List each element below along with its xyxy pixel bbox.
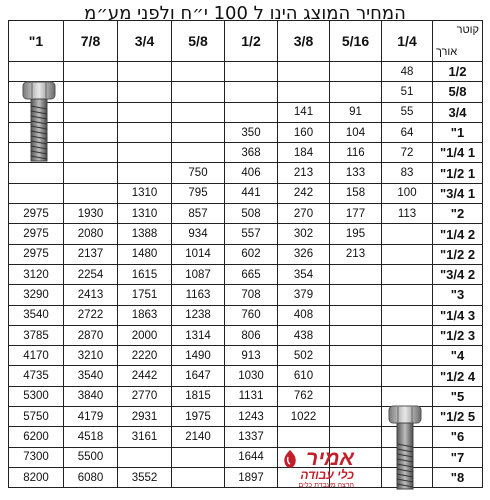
length-cell: 5/8 bbox=[433, 82, 483, 102]
price-cell: 1480 bbox=[118, 244, 172, 264]
price-cell: 1243 bbox=[225, 407, 278, 427]
price-cell bbox=[64, 163, 118, 183]
length-cell: 2 1/4" bbox=[433, 224, 483, 244]
length-cell: 1 1/4" bbox=[433, 143, 483, 163]
price-cell: 5500 bbox=[64, 447, 118, 467]
price-cell: 2220 bbox=[118, 346, 172, 366]
table-row bbox=[9, 163, 483, 183]
price-cell: 2442 bbox=[118, 366, 172, 386]
price-cell bbox=[172, 467, 225, 487]
price-cell: 4179 bbox=[64, 407, 118, 427]
table-row bbox=[9, 305, 483, 325]
price-cell: 354 bbox=[278, 264, 330, 284]
length-cell: 4 1/2" bbox=[433, 366, 483, 386]
price-cell bbox=[330, 407, 382, 427]
diameter-header: 7/8 bbox=[64, 21, 118, 62]
price-cell bbox=[118, 62, 172, 82]
price-cell bbox=[118, 143, 172, 163]
price-cell: 2413 bbox=[64, 285, 118, 305]
price-cell bbox=[382, 305, 433, 325]
price-cell bbox=[382, 285, 433, 305]
table-row bbox=[9, 204, 483, 224]
price-cell: 8200 bbox=[9, 467, 64, 487]
price-cell: 502 bbox=[278, 346, 330, 366]
price-cell bbox=[330, 427, 382, 447]
price-cell: 113 bbox=[382, 204, 433, 224]
diameter-header: 1" bbox=[9, 21, 64, 62]
price-cell: 64 bbox=[382, 122, 433, 142]
price-cell: 4170 bbox=[9, 346, 64, 366]
price-cell: 302 bbox=[278, 224, 330, 244]
price-cell: 158 bbox=[330, 183, 382, 203]
price-cell bbox=[9, 62, 64, 82]
price-cell: 141 bbox=[278, 102, 330, 122]
price-cell: 2137 bbox=[64, 244, 118, 264]
price-cell: 1131 bbox=[225, 386, 278, 406]
price-cell: 195 bbox=[330, 224, 382, 244]
price-cell: 213 bbox=[278, 163, 330, 183]
price-cell: 184 bbox=[278, 143, 330, 163]
price-cell bbox=[172, 62, 225, 82]
corner-cell bbox=[433, 21, 483, 62]
price-cell bbox=[330, 264, 382, 284]
price-cell bbox=[382, 244, 433, 264]
price-cell: 177 bbox=[330, 204, 382, 224]
price-cell: 2870 bbox=[64, 325, 118, 345]
price-cell: 91 bbox=[330, 102, 382, 122]
price-cell: 3161 bbox=[118, 427, 172, 447]
price-cell bbox=[64, 102, 118, 122]
length-cell: 5 1/2" bbox=[433, 407, 483, 427]
price-cell: 5300 bbox=[9, 386, 64, 406]
price-cell bbox=[118, 163, 172, 183]
price-cell: 1930 bbox=[64, 204, 118, 224]
price-cell: 1388 bbox=[118, 224, 172, 244]
length-cell: 8" bbox=[433, 467, 483, 487]
logo-strap-text: הרצה מעבדת כלים bbox=[298, 482, 354, 489]
price-cell: 100 bbox=[382, 183, 433, 203]
price-cell: 104 bbox=[330, 122, 382, 142]
price-cell: 1238 bbox=[172, 305, 225, 325]
price-cell bbox=[382, 346, 433, 366]
length-cell: 2 3/4" bbox=[433, 264, 483, 284]
price-cell: 242 bbox=[278, 183, 330, 203]
price-cell: 610 bbox=[278, 366, 330, 386]
price-cell: 508 bbox=[225, 204, 278, 224]
company-logo bbox=[282, 447, 354, 493]
length-cell: 1 3/4" bbox=[433, 183, 483, 203]
price-cell: 2080 bbox=[64, 224, 118, 244]
price-cell bbox=[225, 102, 278, 122]
table-row bbox=[9, 285, 483, 305]
price-cell: 1163 bbox=[172, 285, 225, 305]
price-cell bbox=[64, 122, 118, 142]
price-cell: 1087 bbox=[172, 264, 225, 284]
length-cell: 2 1/2" bbox=[433, 244, 483, 264]
price-cell bbox=[330, 325, 382, 345]
price-cell: 4735 bbox=[9, 366, 64, 386]
price-cell: 3290 bbox=[9, 285, 64, 305]
price-cell bbox=[225, 82, 278, 102]
price-cell bbox=[118, 82, 172, 102]
price-cell: 48 bbox=[382, 62, 433, 82]
price-cell bbox=[64, 82, 118, 102]
price-cell: 379 bbox=[278, 285, 330, 305]
price-cell: 3552 bbox=[118, 467, 172, 487]
table-row bbox=[9, 143, 483, 163]
price-cell: 1310 bbox=[118, 204, 172, 224]
price-cell: 2931 bbox=[118, 407, 172, 427]
price-cell: 708 bbox=[225, 285, 278, 305]
price-cell: 6080 bbox=[64, 467, 118, 487]
price-cell: 72 bbox=[382, 143, 433, 163]
price-cell: 368 bbox=[225, 143, 278, 163]
length-cell: 2" bbox=[433, 204, 483, 224]
price-cell: 2770 bbox=[118, 386, 172, 406]
price-cell: 1863 bbox=[118, 305, 172, 325]
price-cell bbox=[330, 366, 382, 386]
price-cell bbox=[330, 62, 382, 82]
price-cell bbox=[225, 62, 278, 82]
price-cell bbox=[64, 143, 118, 163]
price-cell bbox=[118, 447, 172, 467]
price-cell: 1030 bbox=[225, 366, 278, 386]
logo-main-text: אמיר bbox=[305, 447, 354, 470]
price-cell: 1615 bbox=[118, 264, 172, 284]
table-row bbox=[9, 325, 483, 345]
length-cell: 3 1/2" bbox=[433, 325, 483, 345]
price-cell: 1490 bbox=[172, 346, 225, 366]
price-cell: 2975 bbox=[9, 224, 64, 244]
length-label: אורך bbox=[436, 46, 458, 58]
price-cell bbox=[9, 183, 64, 203]
bolt-icon-long bbox=[386, 404, 424, 492]
price-cell: 1815 bbox=[172, 386, 225, 406]
price-cell: 7300 bbox=[9, 447, 64, 467]
price-cell: 51 bbox=[382, 82, 433, 102]
price-cell: 83 bbox=[382, 163, 433, 183]
price-cell: 1751 bbox=[118, 285, 172, 305]
price-cell: 1022 bbox=[278, 407, 330, 427]
price-cell bbox=[172, 143, 225, 163]
price-cell: 760 bbox=[225, 305, 278, 325]
price-cell bbox=[172, 122, 225, 142]
price-cell: 557 bbox=[225, 224, 278, 244]
price-cell: 116 bbox=[330, 143, 382, 163]
diameter-header: 3/8 bbox=[278, 21, 330, 62]
price-cell bbox=[64, 183, 118, 203]
price-cell bbox=[278, 82, 330, 102]
price-cell: 3540 bbox=[9, 305, 64, 325]
price-cell bbox=[118, 102, 172, 122]
diameter-header: 5/16 bbox=[330, 21, 382, 62]
diameter-header: 1/2 bbox=[225, 21, 278, 62]
price-cell: 750 bbox=[172, 163, 225, 183]
price-cell: 2254 bbox=[64, 264, 118, 284]
price-cell: 3840 bbox=[64, 386, 118, 406]
price-cell bbox=[382, 224, 433, 244]
table-row bbox=[9, 244, 483, 264]
price-cell: 438 bbox=[278, 325, 330, 345]
price-cell bbox=[330, 346, 382, 366]
price-cell: 806 bbox=[225, 325, 278, 345]
price-cell bbox=[172, 447, 225, 467]
price-cell: 1975 bbox=[172, 407, 225, 427]
diameter-header: 5/8 bbox=[172, 21, 225, 62]
price-cell: 160 bbox=[278, 122, 330, 142]
diameter-header: 1/4 bbox=[382, 21, 433, 62]
price-cell: 213 bbox=[330, 244, 382, 264]
diameter-label: קוטר bbox=[456, 24, 479, 36]
price-cell: 795 bbox=[172, 183, 225, 203]
price-cell: 4518 bbox=[64, 427, 118, 447]
length-cell: 1" bbox=[433, 122, 483, 142]
price-cell: 3785 bbox=[9, 325, 64, 345]
logo-icon bbox=[282, 449, 298, 471]
bolt-icon-short bbox=[20, 80, 58, 164]
price-cell: 3540 bbox=[64, 366, 118, 386]
price-cell bbox=[172, 102, 225, 122]
length-cell: 3" bbox=[433, 285, 483, 305]
price-cell: 1314 bbox=[172, 325, 225, 345]
length-cell: 3/4 bbox=[433, 102, 483, 122]
price-cell: 2140 bbox=[172, 427, 225, 447]
price-cell: 665 bbox=[225, 264, 278, 284]
price-cell: 270 bbox=[278, 204, 330, 224]
price-cell: 350 bbox=[225, 122, 278, 142]
price-cell bbox=[330, 82, 382, 102]
price-cell: 133 bbox=[330, 163, 382, 183]
table-row bbox=[9, 102, 483, 122]
price-cell: 762 bbox=[278, 386, 330, 406]
table-row bbox=[9, 122, 483, 142]
price-cell: 2975 bbox=[9, 204, 64, 224]
table-row bbox=[9, 82, 483, 102]
page-title: המחיר המוצג הינו ל 100 י״ח ולפני מע״מ bbox=[84, 3, 406, 24]
diameter-header: 3/4 bbox=[118, 21, 172, 62]
table-row bbox=[9, 183, 483, 203]
length-cell: 1/2 bbox=[433, 62, 483, 82]
price-cell: 5750 bbox=[9, 407, 64, 427]
price-cell: 3210 bbox=[64, 346, 118, 366]
price-cell: 2000 bbox=[118, 325, 172, 345]
length-cell: 1 1/2" bbox=[433, 163, 483, 183]
logo-sub-text: כלי עבודה bbox=[300, 468, 354, 482]
price-cell: 1310 bbox=[118, 183, 172, 203]
price-cell bbox=[9, 163, 64, 183]
length-cell: 7" bbox=[433, 447, 483, 467]
price-cell: 857 bbox=[172, 204, 225, 224]
table-row bbox=[9, 264, 483, 284]
price-cell: 441 bbox=[225, 183, 278, 203]
price-cell bbox=[330, 386, 382, 406]
price-cell bbox=[330, 285, 382, 305]
length-cell: 3 1/4" bbox=[433, 305, 483, 325]
price-cell: 6200 bbox=[9, 427, 64, 447]
length-cell: 4" bbox=[433, 346, 483, 366]
price-cell: 2975 bbox=[9, 244, 64, 264]
price-cell bbox=[278, 427, 330, 447]
price-cell bbox=[330, 305, 382, 325]
price-cell: 1647 bbox=[172, 366, 225, 386]
price-cell bbox=[172, 82, 225, 102]
price-cell bbox=[278, 62, 330, 82]
price-cell: 934 bbox=[172, 224, 225, 244]
price-cell: 1337 bbox=[225, 427, 278, 447]
price-cell: 55 bbox=[382, 102, 433, 122]
table-row bbox=[9, 62, 483, 82]
price-cell: 406 bbox=[225, 163, 278, 183]
price-cell: 3120 bbox=[9, 264, 64, 284]
price-cell bbox=[382, 264, 433, 284]
price-cell bbox=[382, 325, 433, 345]
price-cell: 913 bbox=[225, 346, 278, 366]
price-cell: 602 bbox=[225, 244, 278, 264]
price-cell bbox=[64, 62, 118, 82]
price-cell: 408 bbox=[278, 305, 330, 325]
price-cell bbox=[118, 122, 172, 142]
price-cell bbox=[382, 366, 433, 386]
price-cell: 1897 bbox=[225, 467, 278, 487]
price-cell: 1014 bbox=[172, 244, 225, 264]
price-cell: 1644 bbox=[225, 447, 278, 467]
table-row bbox=[9, 224, 483, 244]
price-cell: 2722 bbox=[64, 305, 118, 325]
price-cell: 326 bbox=[278, 244, 330, 264]
table-row bbox=[9, 366, 483, 386]
length-cell: 5" bbox=[433, 386, 483, 406]
length-cell: 6" bbox=[433, 427, 483, 447]
table-row bbox=[9, 346, 483, 366]
header-row bbox=[9, 21, 483, 62]
